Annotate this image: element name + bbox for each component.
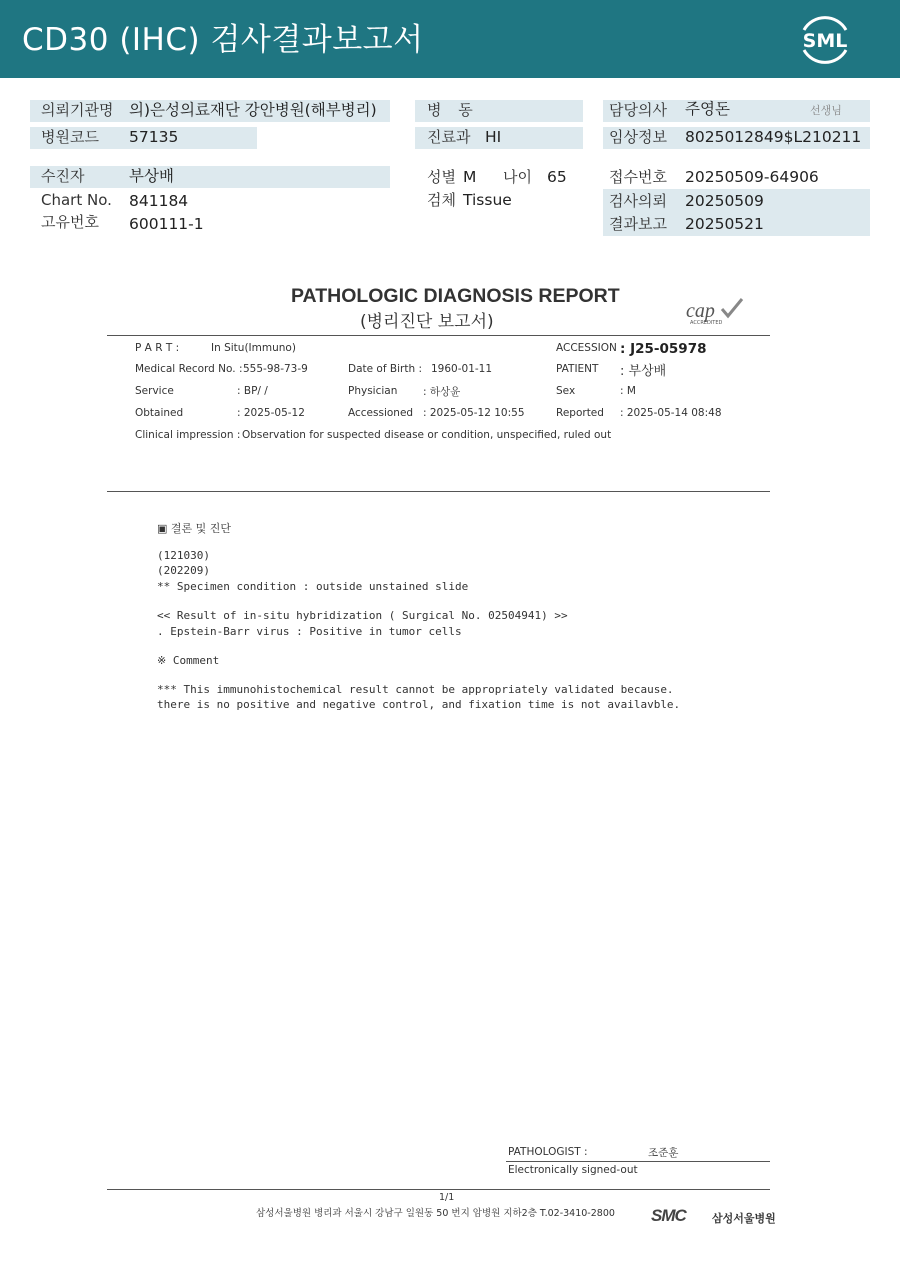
cap-accredited-logo	[684, 296, 750, 326]
report-patient: : 부상배	[620, 364, 667, 379]
report-title: PATHOLOGIC DIAGNOSIS REPORT	[291, 285, 620, 307]
sml-logo-text: SML	[802, 30, 848, 52]
obtained: : 2025-05-12	[237, 407, 305, 419]
diagnosis-heading: ▣ 결론 및 진단	[157, 522, 232, 535]
page-number: 1/1	[439, 1192, 455, 1203]
referring-institution: 의)은성의료재단 강안병원(해부병리)	[129, 101, 377, 119]
age: 65	[547, 168, 567, 186]
report-line: ** Specimen condition : outside unstained slide	[157, 580, 469, 593]
smc-logo: SMC	[651, 1206, 686, 1225]
specimen: Tissue	[463, 191, 512, 209]
department: HI	[485, 128, 502, 146]
footer-rule	[107, 1189, 770, 1190]
sex-label: 성별	[427, 168, 456, 186]
clinical-info-label: 임상정보	[609, 128, 667, 146]
patient-label: 수진자	[41, 167, 85, 185]
accession-label: ACCESSION	[556, 342, 617, 354]
reported: : 2025-05-14 08:48	[620, 407, 722, 419]
report-line: there is no positive and negative control, and fixation time is not availavble.	[157, 698, 681, 711]
referring-institution-label: 의뢰기관명	[41, 101, 114, 119]
obtained-label: Obtained	[135, 407, 184, 419]
smc-name: 삼성서울병원	[712, 1212, 776, 1225]
specimen-label: 검체	[427, 191, 456, 209]
accession: : J25-05978	[620, 341, 707, 357]
clinical-impression: Observation for suspected disease or condition, unspecified, ruled out	[242, 429, 612, 441]
receipt-no: 20250509-64906	[685, 168, 819, 186]
service: : BP/ /	[237, 385, 268, 397]
report-sex-label: Sex	[556, 385, 576, 397]
clinical-info: 8025012849$L210211	[685, 128, 862, 146]
chart-no: 841184	[129, 192, 189, 210]
result-label: 결과보고	[609, 215, 667, 233]
ward-label: 병 동	[427, 101, 479, 119]
report-patient-label: PATIENT	[556, 363, 599, 375]
doctor: 주영돈	[685, 100, 730, 118]
footer-address: 삼성서울병원 병리과 서울시 강남구 일원동 50 번지 암병원 지하2층 T.02-3410-2800	[256, 1208, 615, 1219]
pathologist-label: PATHOLOGIST :	[508, 1146, 588, 1158]
doctor-label: 담당의사	[609, 101, 667, 119]
report-sex: : M	[620, 385, 636, 397]
report-header	[0, 0, 900, 78]
cap-logo-sub: ACCREDITED	[690, 320, 723, 326]
report-top-rule	[107, 335, 770, 336]
receipt-label: 접수번호	[609, 168, 667, 186]
clinical-impression-label: Clinical impression :	[135, 429, 241, 441]
report-line: ※ Comment	[157, 654, 220, 667]
dob-label: Date of Birth :	[348, 363, 422, 375]
report-line: (202209)	[157, 564, 210, 577]
hospital-code: 57135	[129, 128, 179, 146]
cap-logo-text: cap	[686, 300, 715, 322]
doctor-suffix: 선생님	[810, 104, 842, 117]
service-label: Service	[135, 385, 174, 397]
patient-name: 부상배	[129, 167, 174, 185]
accessioned-label: Accessioned	[348, 407, 414, 419]
unique-no: 600111-1	[129, 215, 204, 233]
pathologist: 조준훈	[648, 1147, 679, 1159]
mrn-label: Medical Record No. :	[135, 363, 243, 375]
sml-logo	[796, 12, 854, 68]
part-label: P A R T :	[135, 342, 180, 354]
accessioned: : 2025-05-12 10:55	[423, 407, 525, 419]
request-label: 검사의뢰	[609, 192, 667, 210]
dob: 1960-01-11	[431, 363, 493, 375]
unique-label: 고유번호	[41, 213, 99, 231]
signed-out: Electronically signed-out	[508, 1164, 638, 1176]
report-subtitle: (병리진단 보고서)	[360, 312, 494, 332]
result-date: 20250521	[685, 215, 764, 233]
report-line: . Epstein-Barr virus : Positive in tumor cells	[157, 625, 462, 638]
department-label: 진료과	[427, 128, 471, 146]
hospital-code-label: 병원코드	[41, 128, 99, 146]
part: In Situ(Immuno)	[211, 342, 296, 354]
physician-label: Physician	[348, 385, 398, 397]
chart-label: Chart No.	[41, 191, 112, 209]
reported-label: Reported	[556, 407, 604, 419]
physician: : 하상윤	[423, 386, 461, 398]
sex: M	[463, 168, 477, 186]
report-line: << Result of in-situ hybridization ( Surgical No. 02504941) >>	[157, 609, 568, 622]
page-title: CD30 (IHC) 검사결과보고서	[22, 22, 424, 58]
report-line: (121030)	[157, 549, 210, 562]
mrn: 555-98-73-9	[243, 363, 308, 375]
request-date: 20250509	[685, 192, 764, 210]
report-line: *** This immunohistochemical result cannot be appropriately validated because.	[157, 683, 674, 696]
age-label: 나이	[503, 168, 532, 186]
report-mid-rule	[107, 491, 770, 492]
signature-rule	[506, 1161, 770, 1162]
